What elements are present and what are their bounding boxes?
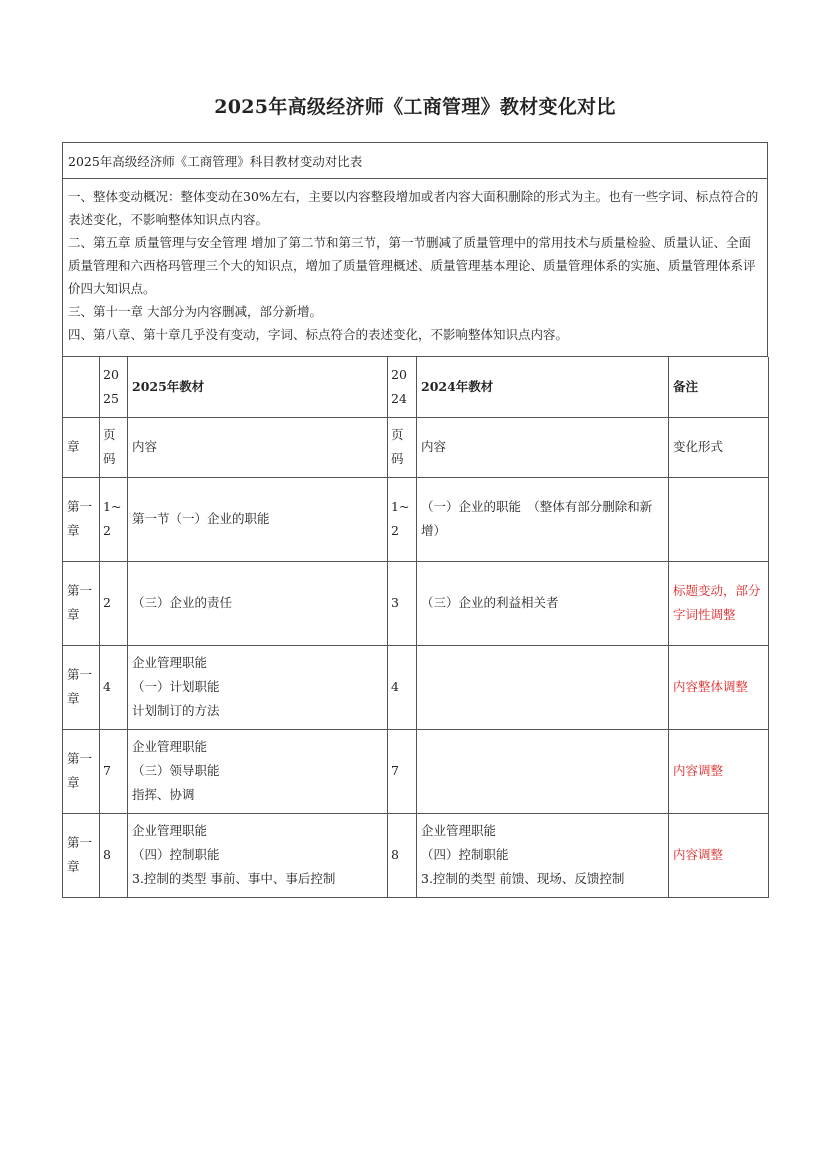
- cell-line: 3.控制的类型 前馈、现场、反馈控制: [421, 871, 625, 886]
- content-2024-cell: [417, 477, 669, 561]
- chapter-cell: 第一章: [63, 561, 100, 645]
- content-2024-cell: [417, 813, 669, 897]
- cell-line: 企业管理职能: [421, 823, 497, 838]
- content-2025-cell: [128, 729, 388, 813]
- page-2025-cell: 2: [100, 561, 128, 645]
- header-year-2024: 2024: [388, 357, 417, 417]
- page-2024-cell: 8: [388, 813, 417, 897]
- header-blank: [63, 357, 100, 417]
- page-2025-cell: 1~2: [100, 477, 128, 561]
- subheader-change-type: 变化形式: [669, 417, 769, 477]
- note-cell: 标题变动，部分字词性调整: [669, 561, 769, 645]
- cell-line: 计划制订的方法: [132, 703, 220, 718]
- table-row: [63, 477, 769, 561]
- chapter-cell: 第一章: [63, 477, 100, 561]
- cell-line: （三）领导职能: [132, 763, 220, 778]
- header-note: 备注: [669, 357, 769, 417]
- comparison-document: [62, 142, 768, 898]
- table-body: [63, 477, 769, 897]
- cell-line: （四）控制职能: [421, 847, 509, 862]
- chapter-cell: 第一章: [63, 645, 100, 729]
- content-2024-cell: [417, 645, 669, 729]
- subheader-chapter: 章: [63, 417, 100, 477]
- subheader-page-2025: 页码: [100, 417, 128, 477]
- content-2025-cell: [128, 645, 388, 729]
- table-header-row: [63, 357, 769, 417]
- note-cell: 内容调整: [669, 813, 769, 897]
- summary-paragraph: 二、第五章 质量管理与安全管理 增加了第二节和第三节，第一节删减了质量管理中的常用技术与质量检验、质量认证、全面质量管理和六西格玛管理三个大的知识点，增加了质量管理概述、质量管理基本理论、质量管理体系的实施、质量管理体系评价四大知识点。: [68, 235, 756, 296]
- cell-line: （三）企业的利益相关者: [421, 595, 559, 610]
- chapter-cell: 第一章: [63, 813, 100, 897]
- table-row: [63, 561, 769, 645]
- content-2025-cell: [128, 561, 388, 645]
- note-cell: 内容整体调整: [669, 645, 769, 729]
- content-2025-cell: [128, 813, 388, 897]
- summary-paragraph: 四、第八章、第十章几乎没有变动，字词、标点符合的表述变化，不影响整体知识点内容。: [68, 327, 569, 342]
- header-2025-material: 2025年教材: [128, 357, 388, 417]
- cell-line: 3.控制的类型 事前、事中、事后控制: [132, 871, 336, 886]
- cell-line: 第一节（一）企业的职能: [132, 511, 270, 526]
- header-year-2025: 2025: [100, 357, 128, 417]
- cell-line: （三）企业的责任: [132, 595, 233, 610]
- table-subheader-row: [63, 417, 769, 477]
- cell-line: （一）计划职能: [132, 679, 220, 694]
- cell-line: 指挥、协调: [132, 787, 195, 802]
- page-2025-cell: 7: [100, 729, 128, 813]
- table-row: [63, 645, 769, 729]
- page-2024-cell: 7: [388, 729, 417, 813]
- summary-block: [62, 179, 768, 357]
- note-cell: [669, 477, 769, 561]
- subheader-page-2024: 页码: [388, 417, 417, 477]
- page-2024-cell: 3: [388, 561, 417, 645]
- comparison-table: [62, 357, 769, 898]
- chapter-cell: 第一章: [63, 729, 100, 813]
- cell-line: 企业管理职能: [132, 655, 208, 670]
- page-2025-cell: 4: [100, 645, 128, 729]
- cell-line: 企业管理职能: [132, 739, 208, 754]
- cell-line: （一）企业的职能 （整体有部分删除和新增）: [421, 499, 653, 538]
- note-cell: 内容调整: [669, 729, 769, 813]
- page-2025-cell: 8: [100, 813, 128, 897]
- table-row: [63, 813, 769, 897]
- page-2024-cell: 4: [388, 645, 417, 729]
- table-row: [63, 729, 769, 813]
- summary-paragraph: 三、第十一章 大部分为内容删减，部分新增。: [68, 304, 322, 319]
- subheader-content-2024: 内容: [417, 417, 669, 477]
- subheader-content-2025: 内容: [128, 417, 388, 477]
- page-2024-cell: 1~2: [388, 477, 417, 561]
- header-2024-material: 2024年教材: [417, 357, 669, 417]
- cell-line: 企业管理职能: [132, 823, 208, 838]
- content-2024-cell: [417, 729, 669, 813]
- summary-paragraph: 一、整体变动概况：整体变动在30%左右，主要以内容整段增加或者内容大面积删除的形式为主。也有一些字词、标点符合的表述变化，不影响整体知识点内容。: [68, 189, 759, 227]
- content-2024-cell: [417, 561, 669, 645]
- cell-line: （四）控制职能: [132, 847, 220, 862]
- table-caption: 2025年高级经济师《工商管理》科目教材变动对比表: [62, 142, 768, 179]
- page-title: 2025年高级经济师《工商管理》教材变化对比: [214, 96, 616, 118]
- content-2025-cell: [128, 477, 388, 561]
